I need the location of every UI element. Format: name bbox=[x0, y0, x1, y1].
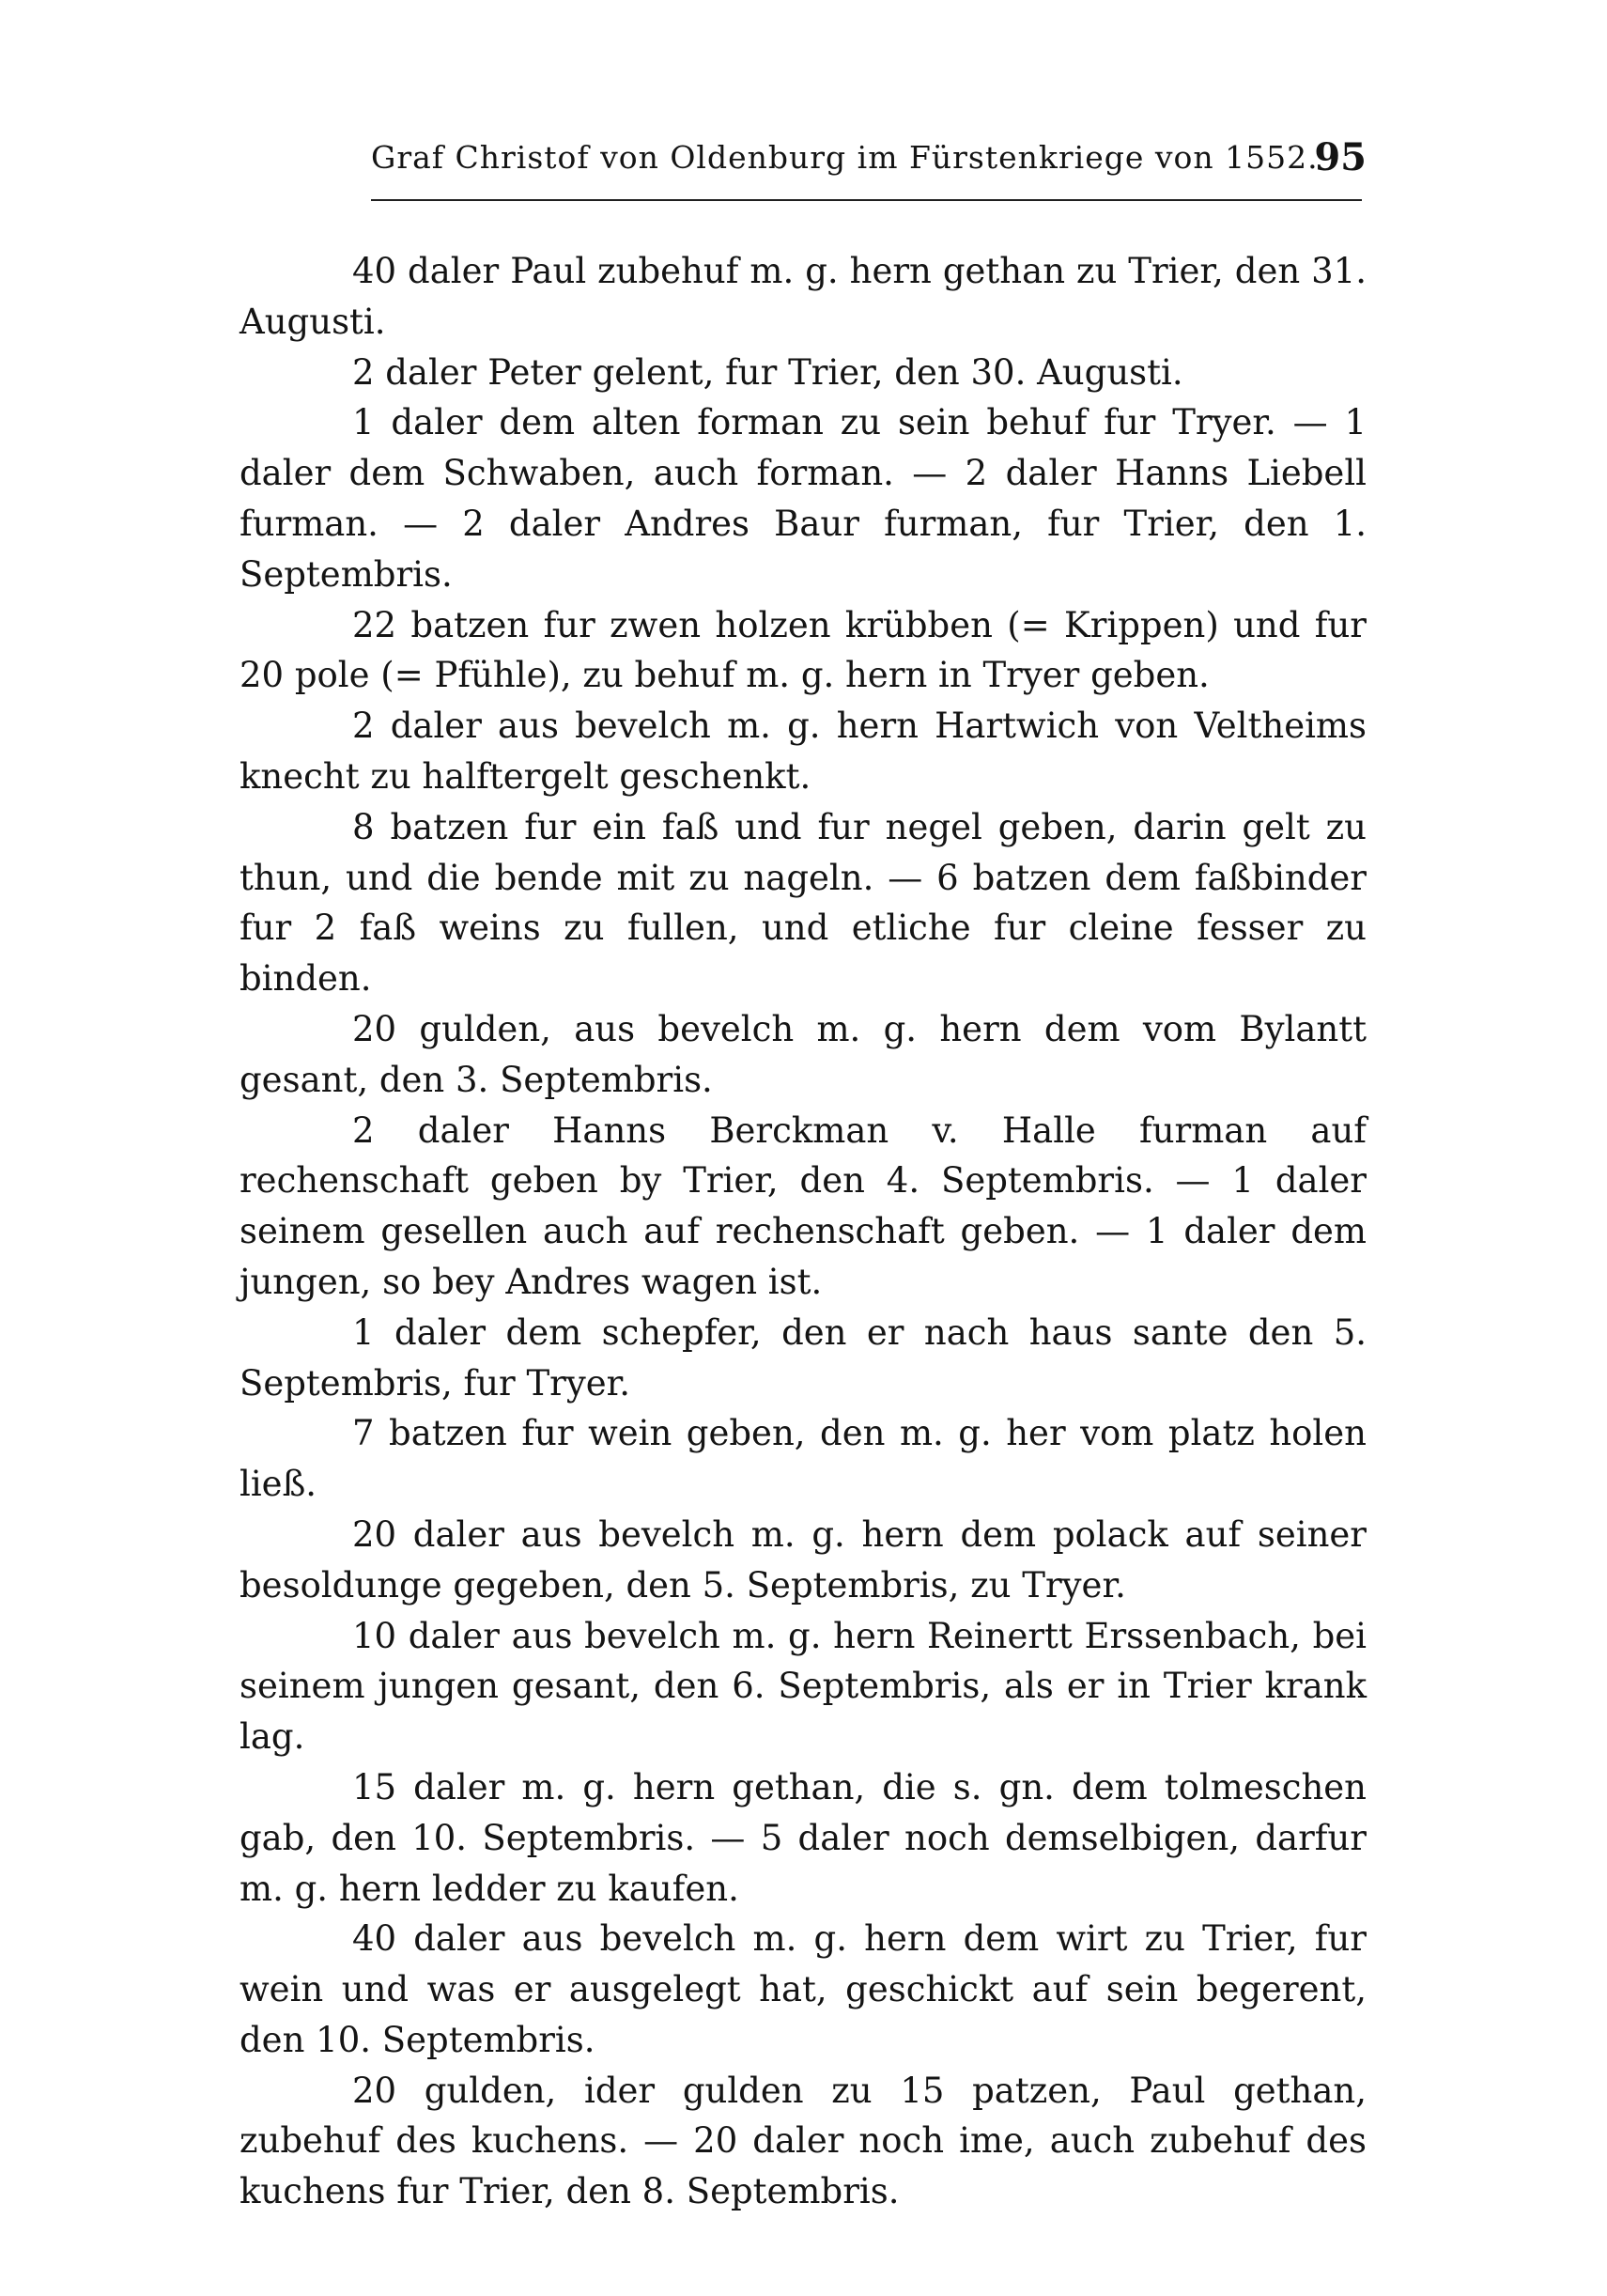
entry-paragraph: 10 daler aus bevelch m. g. hern Reinertt Erssenbach, bei seinem jungen gesant, den 6. Septembris, als er in Trier krank lag. bbox=[240, 1615, 1367, 1758]
entry-paragraph: 20 gulden, aus bevelch m. g. hern dem vom Bylantt gesant, den 3. Septembris. bbox=[240, 1008, 1367, 1100]
entry-paragraph: 2 daler aus bevelch m. g. hern Hartwich von Veltheims knecht zu halftergelt geschenkt. bbox=[240, 706, 1367, 797]
entry-paragraph: 20 daler aus bevelch m. g. hern dem polack auf seiner besoldunge gegeben, den 5. Septembris, zu Tryer. bbox=[240, 1513, 1367, 1606]
entry-paragraph: 2 daler Hanns Berckman v. Halle furman auf rechenschaft geben by Trier, den 4. Septembris. — 1 daler seinem gesellen auch auf rechenschaft geben. — 1 daler dem jungen, so bey Andres wagen ist. bbox=[240, 1109, 1367, 1302]
entry-paragraph: 20 gulden, ider gulden zu 15 patzen, Paul gethan, zubehuf des kuchens. — 20 daler noch ime, auch zubehuf des kuchens fur Trier, den 8. Septembris. bbox=[240, 2070, 1367, 2212]
entry-paragraph: 1 daler dem alten forman zu sein behuf fur Tryer. — 1 daler dem Schwaben, auch forman. — 2 daler Hanns Liebell furman. — 2 daler Andres Baur furman, fur Trier, den 1. Septembris. bbox=[240, 402, 1367, 595]
entry-paragraph: 2 daler Peter gelent, fur Trier, den 30. Augusti. bbox=[352, 351, 1183, 393]
entry-paragraph: 22 batzen fur zwen holzen krübben (= Krippen) und fur 20 pole (= Pfühle), zu behuf m. g. hern in Tryer geben. bbox=[240, 604, 1367, 696]
header-rule bbox=[371, 199, 1362, 201]
entry-paragraph: 7 batzen fur wein geben, den m. g. her vom platz holen ließ. bbox=[240, 1413, 1367, 1505]
entry-paragraph: 1 daler dem schepfer, den er nach haus sante den 5. Septembris, fur Tryer. bbox=[240, 1311, 1367, 1404]
page-body bbox=[240, 246, 1367, 2217]
running-title: Graf Christof von Oldenburg im Fürstenkriege von 1552. bbox=[371, 139, 1319, 176]
running-header bbox=[371, 135, 1367, 195]
entry-paragraph: 40 daler Paul zubehuf m. g. hern gethan zu Trier, den 31. Augusti. bbox=[240, 251, 1367, 342]
entry-paragraph: 40 daler aus bevelch m. g. hern dem wirt zu Trier, fur wein und was er ausgelegt hat, geschickt auf sein begerent, den 10. Septembris. bbox=[240, 1918, 1367, 2060]
page-number: 95 bbox=[1314, 135, 1367, 179]
entry-paragraph: 8 batzen fur ein faß und fur negel geben, darin gelt zu thun, und die bende mit zu nageln. — 6 batzen dem faßbinder fur 2 faß weins zu fullen, und etliche fur cleine fesser zu binden. bbox=[240, 806, 1367, 1000]
entry-paragraph: 15 daler m. g. hern gethan, die s. gn. dem tolmeschen gab, den 10. Septembris. — 5 daler noch demselbigen, darfur m. g. hern ledder zu kaufen. bbox=[240, 1766, 1367, 1909]
